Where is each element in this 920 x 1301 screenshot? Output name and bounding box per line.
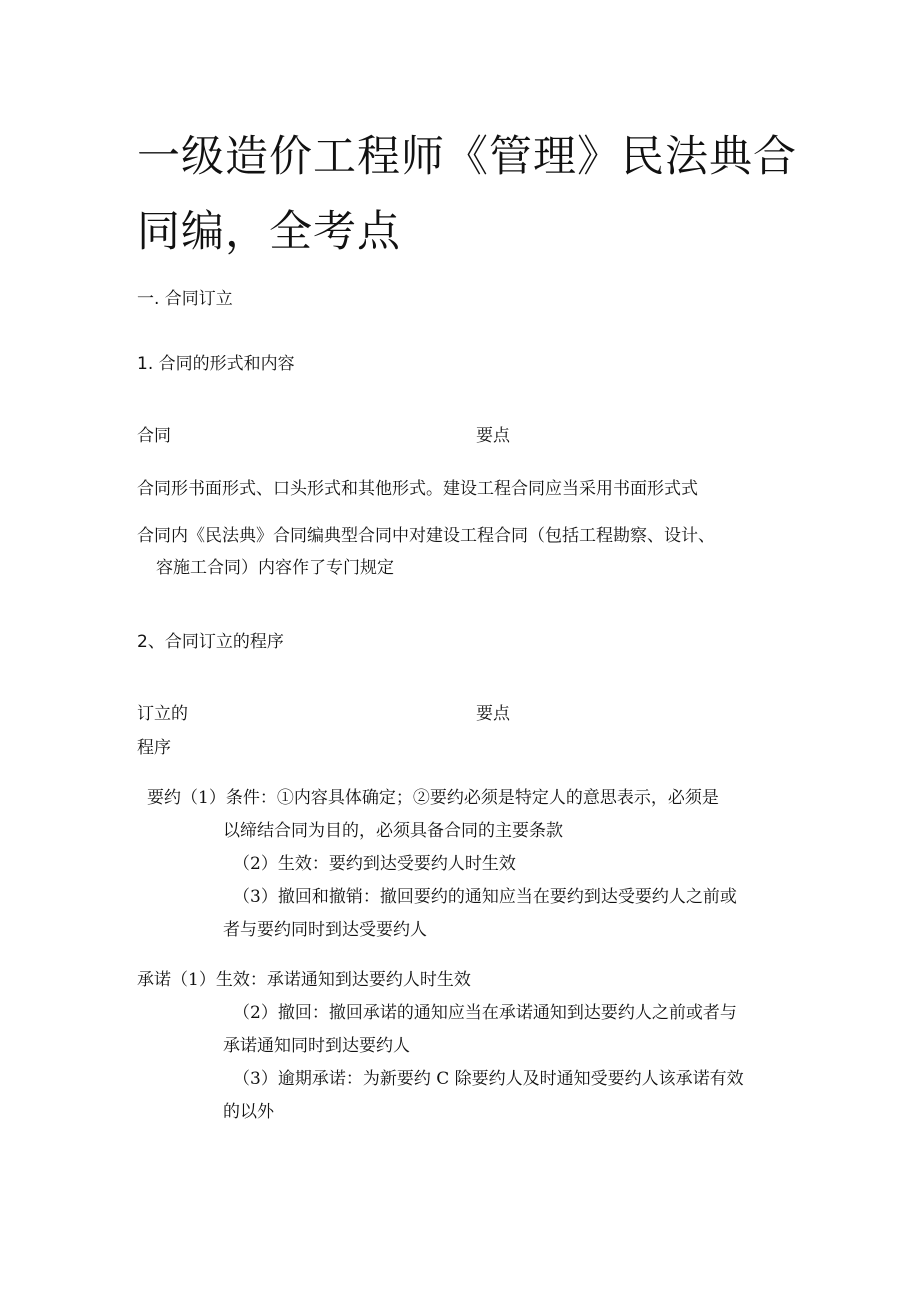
document-title-line-2: 同编，全考点 <box>137 207 401 257</box>
table-row-form: 合同形书面形式、口头形式和其他形式。建设工程合同应当采用书面形式式 <box>137 479 698 499</box>
acceptance-line-1: 承诺（1）生效：承诺通知到达要约人时生效 <box>137 970 471 990</box>
table-header-key-points: 要点 <box>476 426 510 446</box>
acceptance-line-3: 承诺通知同时到达要约人 <box>223 1036 410 1056</box>
subsection-heading-form-content: 1. 合同的形式和内容 <box>137 354 295 374</box>
offer-line-2: 以缔结合同为目的，必须具备合同的主要条款 <box>223 821 563 841</box>
document-title-line-1: 一级造价工程师《管理》民法典合 <box>137 132 797 182</box>
acceptance-line-4: （3）逾期承诺：为新要约 C 除要约人及时通知受要约人该承诺有效 <box>233 1069 744 1089</box>
table-row-content-line-1: 合同内《民法典》合同编典型合同中对建设工程合同（包括工程勘察、设计、 <box>137 526 715 546</box>
acceptance-line-2: （2）撤回：撤回承诺的通知应当在承诺通知到达要约人之前或者与 <box>233 1003 737 1023</box>
table-header-procedure-line-2: 程序 <box>137 738 171 758</box>
subsection-heading-procedure: 2、合同订立的程序 <box>137 632 284 652</box>
table-header-contract: 合同 <box>137 426 171 446</box>
offer-line-1: 要约（1）条件：①内容具体确定；②要约必须是特定人的意思表示，必须是 <box>147 788 719 808</box>
offer-line-3: （2）生效：要约到达受要约人时生效 <box>233 854 516 874</box>
offer-line-4: （3）撤回和撤销：撤回要约的通知应当在要约到达受要约人之前或 <box>233 887 737 907</box>
section-heading: 一. 合同订立 <box>137 289 233 309</box>
table-header-key-points: 要点 <box>476 704 510 724</box>
offer-line-5: 者与要约同时到达受要约人 <box>223 920 427 940</box>
acceptance-line-5: 的以外 <box>223 1102 274 1122</box>
table-row-content-line-2: 容施工合同）内容作了专门规定 <box>156 558 394 578</box>
table-header-procedure-line-1: 订立的 <box>137 704 188 724</box>
